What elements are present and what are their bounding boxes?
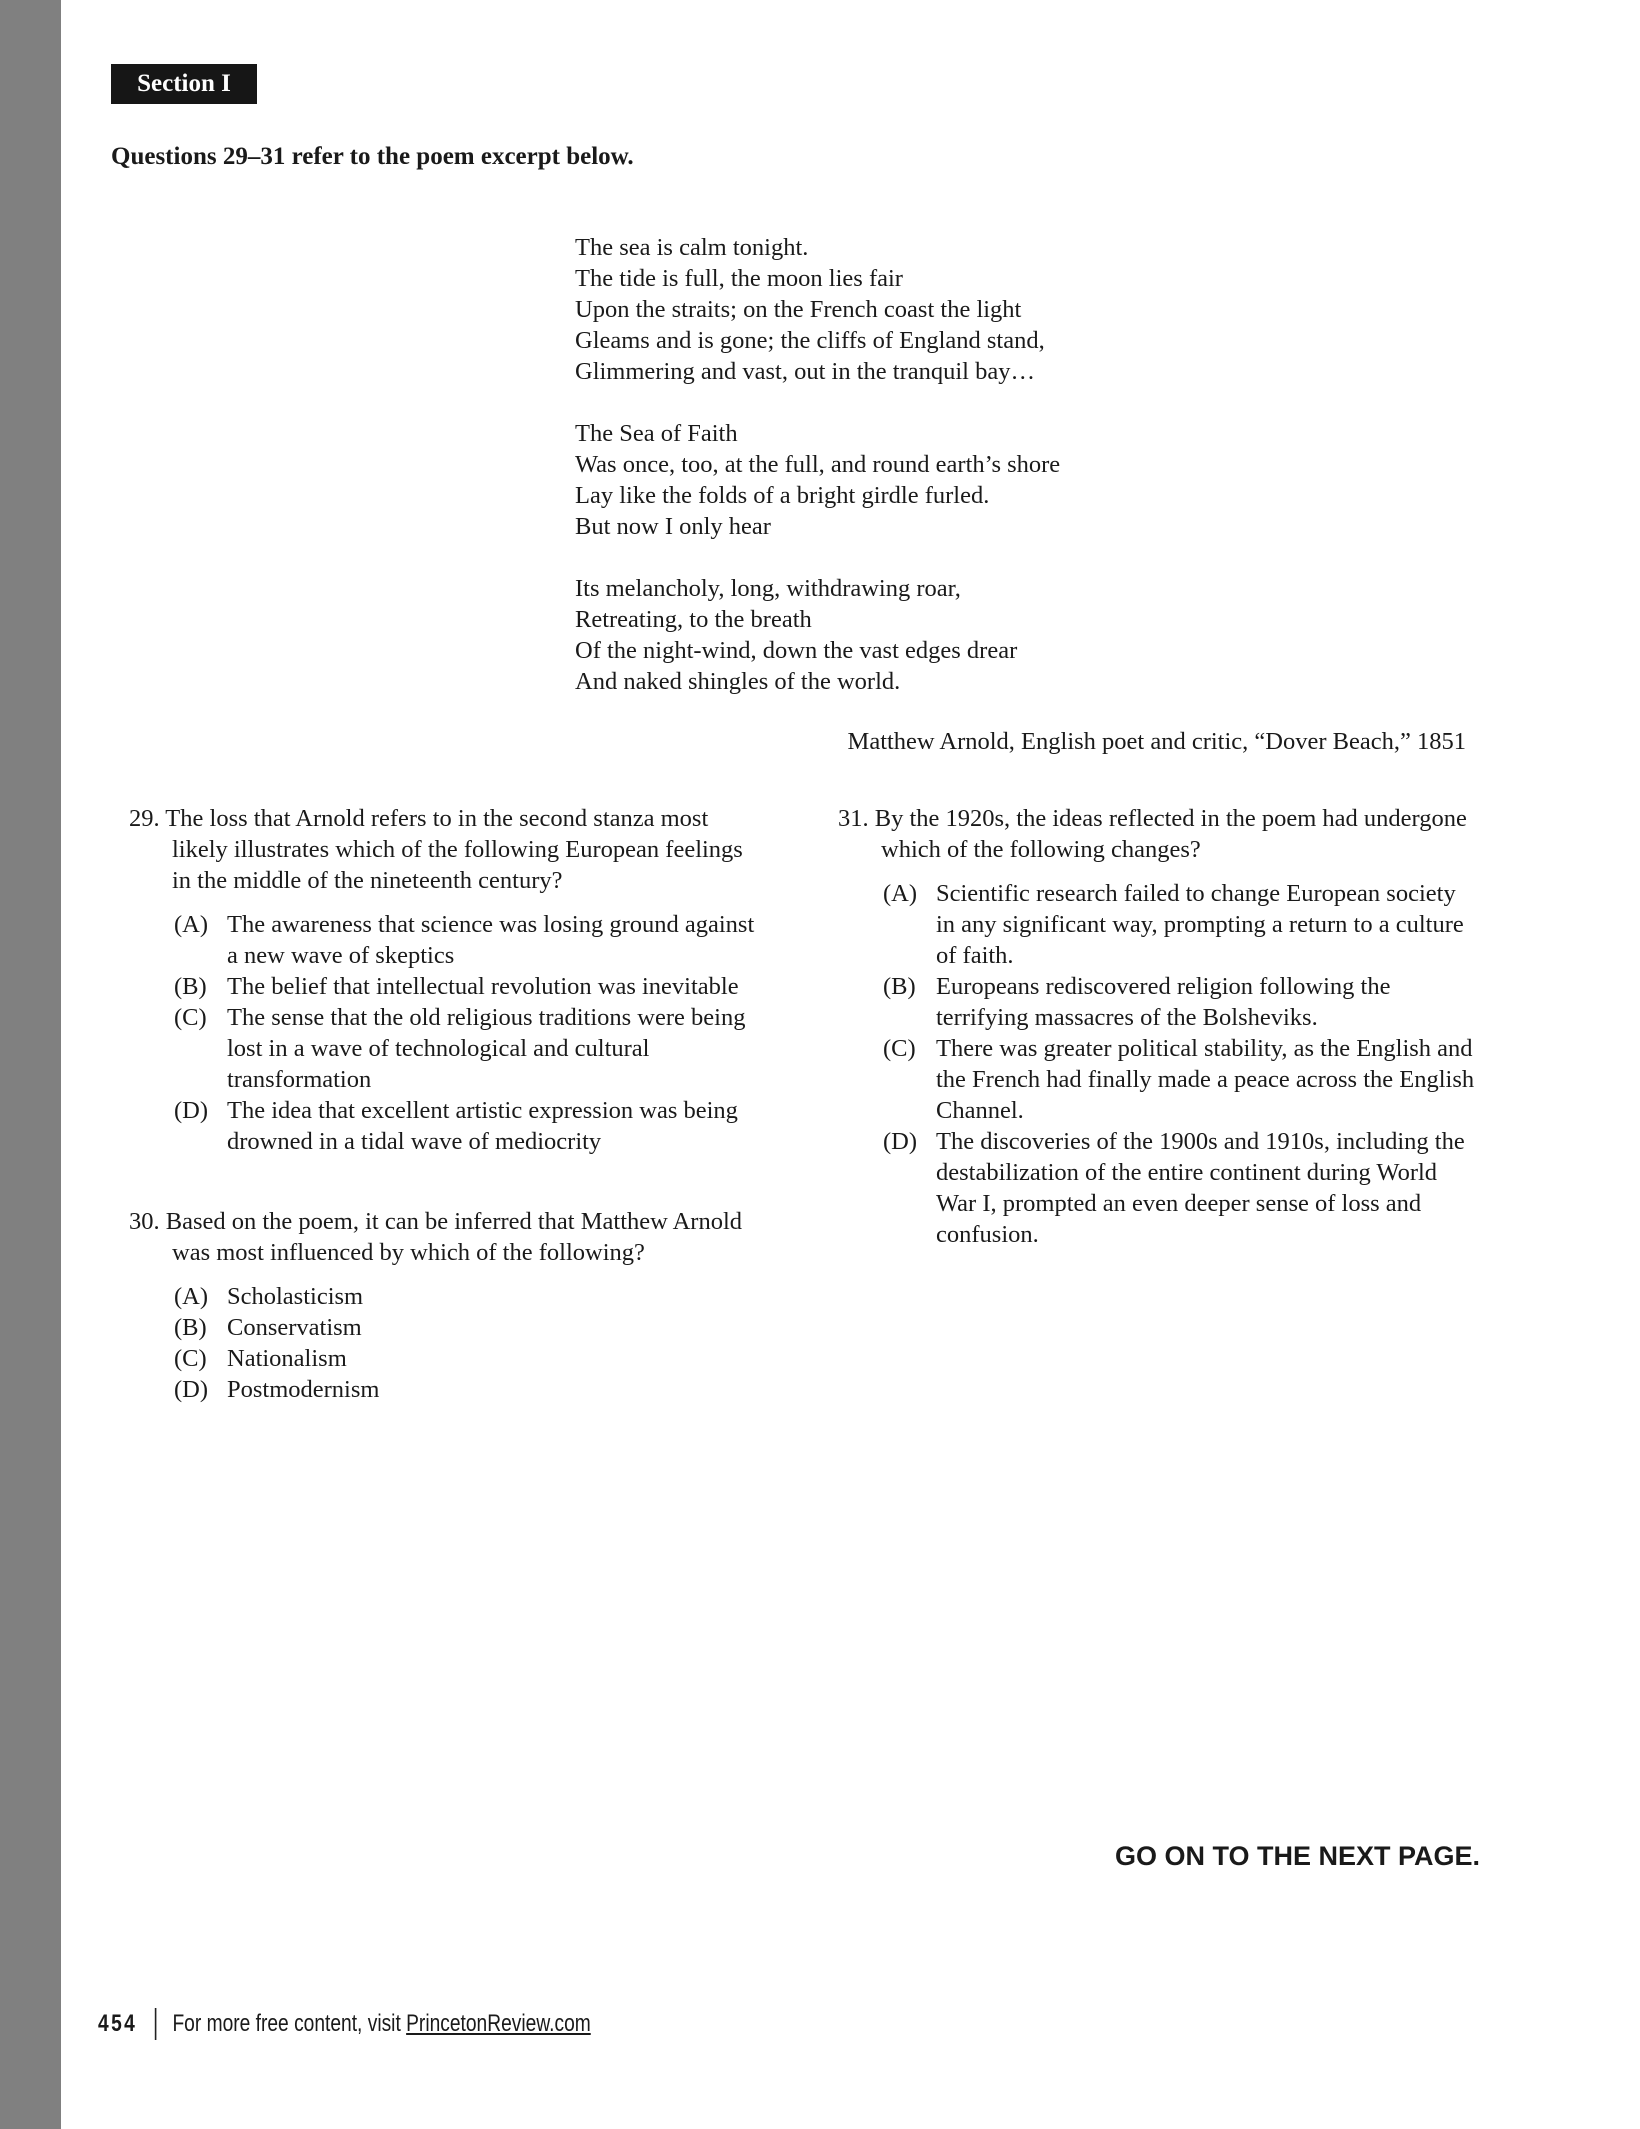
- option-a[interactable]: (A) Scholasticism: [174, 1283, 364, 1310]
- page-edge-bar: [0, 0, 61, 2129]
- footer-divider: [155, 2008, 157, 2040]
- poem-excerpt: [575, 232, 1060, 728]
- go-on-notice: GO ON TO THE NEXT PAGE.: [1114, 1841, 1480, 1871]
- stanza-1: [575, 232, 1060, 387]
- option-c[interactable]: (C) There was greater political stability, as the English and the French had finally made a peace across the English Channel.: [883, 1035, 1475, 1124]
- option-b[interactable]: (B) Conservatism: [174, 1314, 362, 1341]
- poem-line: The Sea of Faith: [575, 420, 738, 447]
- poem-line: Of the night-wind, down the vast edges drear: [575, 637, 1018, 664]
- poem-line: Glimmering and vast, out in the tranquil bay…: [575, 358, 1035, 385]
- option-d[interactable]: (D) The discoveries of the 1900s and 1910s, including the destabilization of the entire continent during World War I, prompted an even deeper sense of loss and confusion.: [883, 1128, 1465, 1248]
- poem-line: But now I only hear: [575, 513, 771, 540]
- option-b[interactable]: (B) Europeans rediscovered religion following the terrifying massacres of the Bolsheviks.: [883, 973, 1391, 1031]
- poem-line: Gleams and is gone; the cliffs of England stand,: [575, 327, 1045, 354]
- option-d[interactable]: (D) Postmodernism: [174, 1376, 380, 1403]
- questions-heading: Questions 29–31 refer to the poem excerpt below.: [111, 143, 634, 170]
- option-a[interactable]: (A) Scientific research failed to change European society in any significant way, prompting a return to a culture of faith.: [883, 880, 1464, 969]
- question-29-options: [129, 909, 764, 1157]
- stanza-3: [575, 573, 1060, 697]
- stanza-2: [575, 418, 1060, 542]
- page-footer: [98, 2008, 591, 2040]
- poem-line: Retreating, to the breath: [575, 606, 812, 633]
- poem-line: Was once, too, at the full, and round earth’s shore: [575, 451, 1061, 478]
- poem-line: Lay like the folds of a bright girdle furled.: [575, 482, 990, 509]
- poem-attribution: Matthew Arnold, English poet and critic, “Dover Beach,” 1851: [847, 728, 1466, 755]
- footer-link[interactable]: PrincetonReview.com: [406, 2010, 591, 2037]
- footer-text: For more free content, visit: [172, 2010, 401, 2037]
- question-30: 30. Based on the poem, it can be inferred that Matthew Arnold was most influenced by which of the following?: [129, 1208, 743, 1266]
- question-30-options: [129, 1281, 764, 1405]
- poem-line: The sea is calm tonight.: [575, 234, 809, 261]
- question-31: 31. By the 1920s, the ideas reflected in the poem had undergone which of the following changes?: [838, 805, 1467, 863]
- option-c[interactable]: (C) Nationalism: [174, 1345, 347, 1372]
- option-a[interactable]: (A) The awareness that science was losing ground against a new wave of skeptics: [174, 911, 755, 969]
- option-d[interactable]: (D) The idea that excellent artistic expression was being drowned in a tidal wave of mediocrity: [174, 1097, 738, 1155]
- left-column: [129, 803, 764, 1454]
- option-b[interactable]: (B) The belief that intellectual revolution was inevitable: [174, 973, 739, 1000]
- question-31-options: [838, 878, 1478, 1250]
- poem-line: Upon the straits; on the French coast the light: [575, 296, 1022, 323]
- poem-line: Its melancholy, long, withdrawing roar,: [575, 575, 961, 602]
- page-number: 454: [98, 2010, 138, 2037]
- poem-line: And naked shingles of the world.: [575, 668, 901, 695]
- section-label: Section I: [111, 64, 257, 104]
- right-column: [838, 803, 1478, 1299]
- poem-line: The tide is full, the moon lies fair: [575, 265, 903, 292]
- option-c[interactable]: (C) The sense that the old religious traditions were being lost in a wave of technological and cultural transformation: [174, 1004, 746, 1093]
- question-29: 29. The loss that Arnold refers to in the second stanza most likely illustrates which of the following European feelings in the middle of the nineteenth century?: [129, 805, 743, 894]
